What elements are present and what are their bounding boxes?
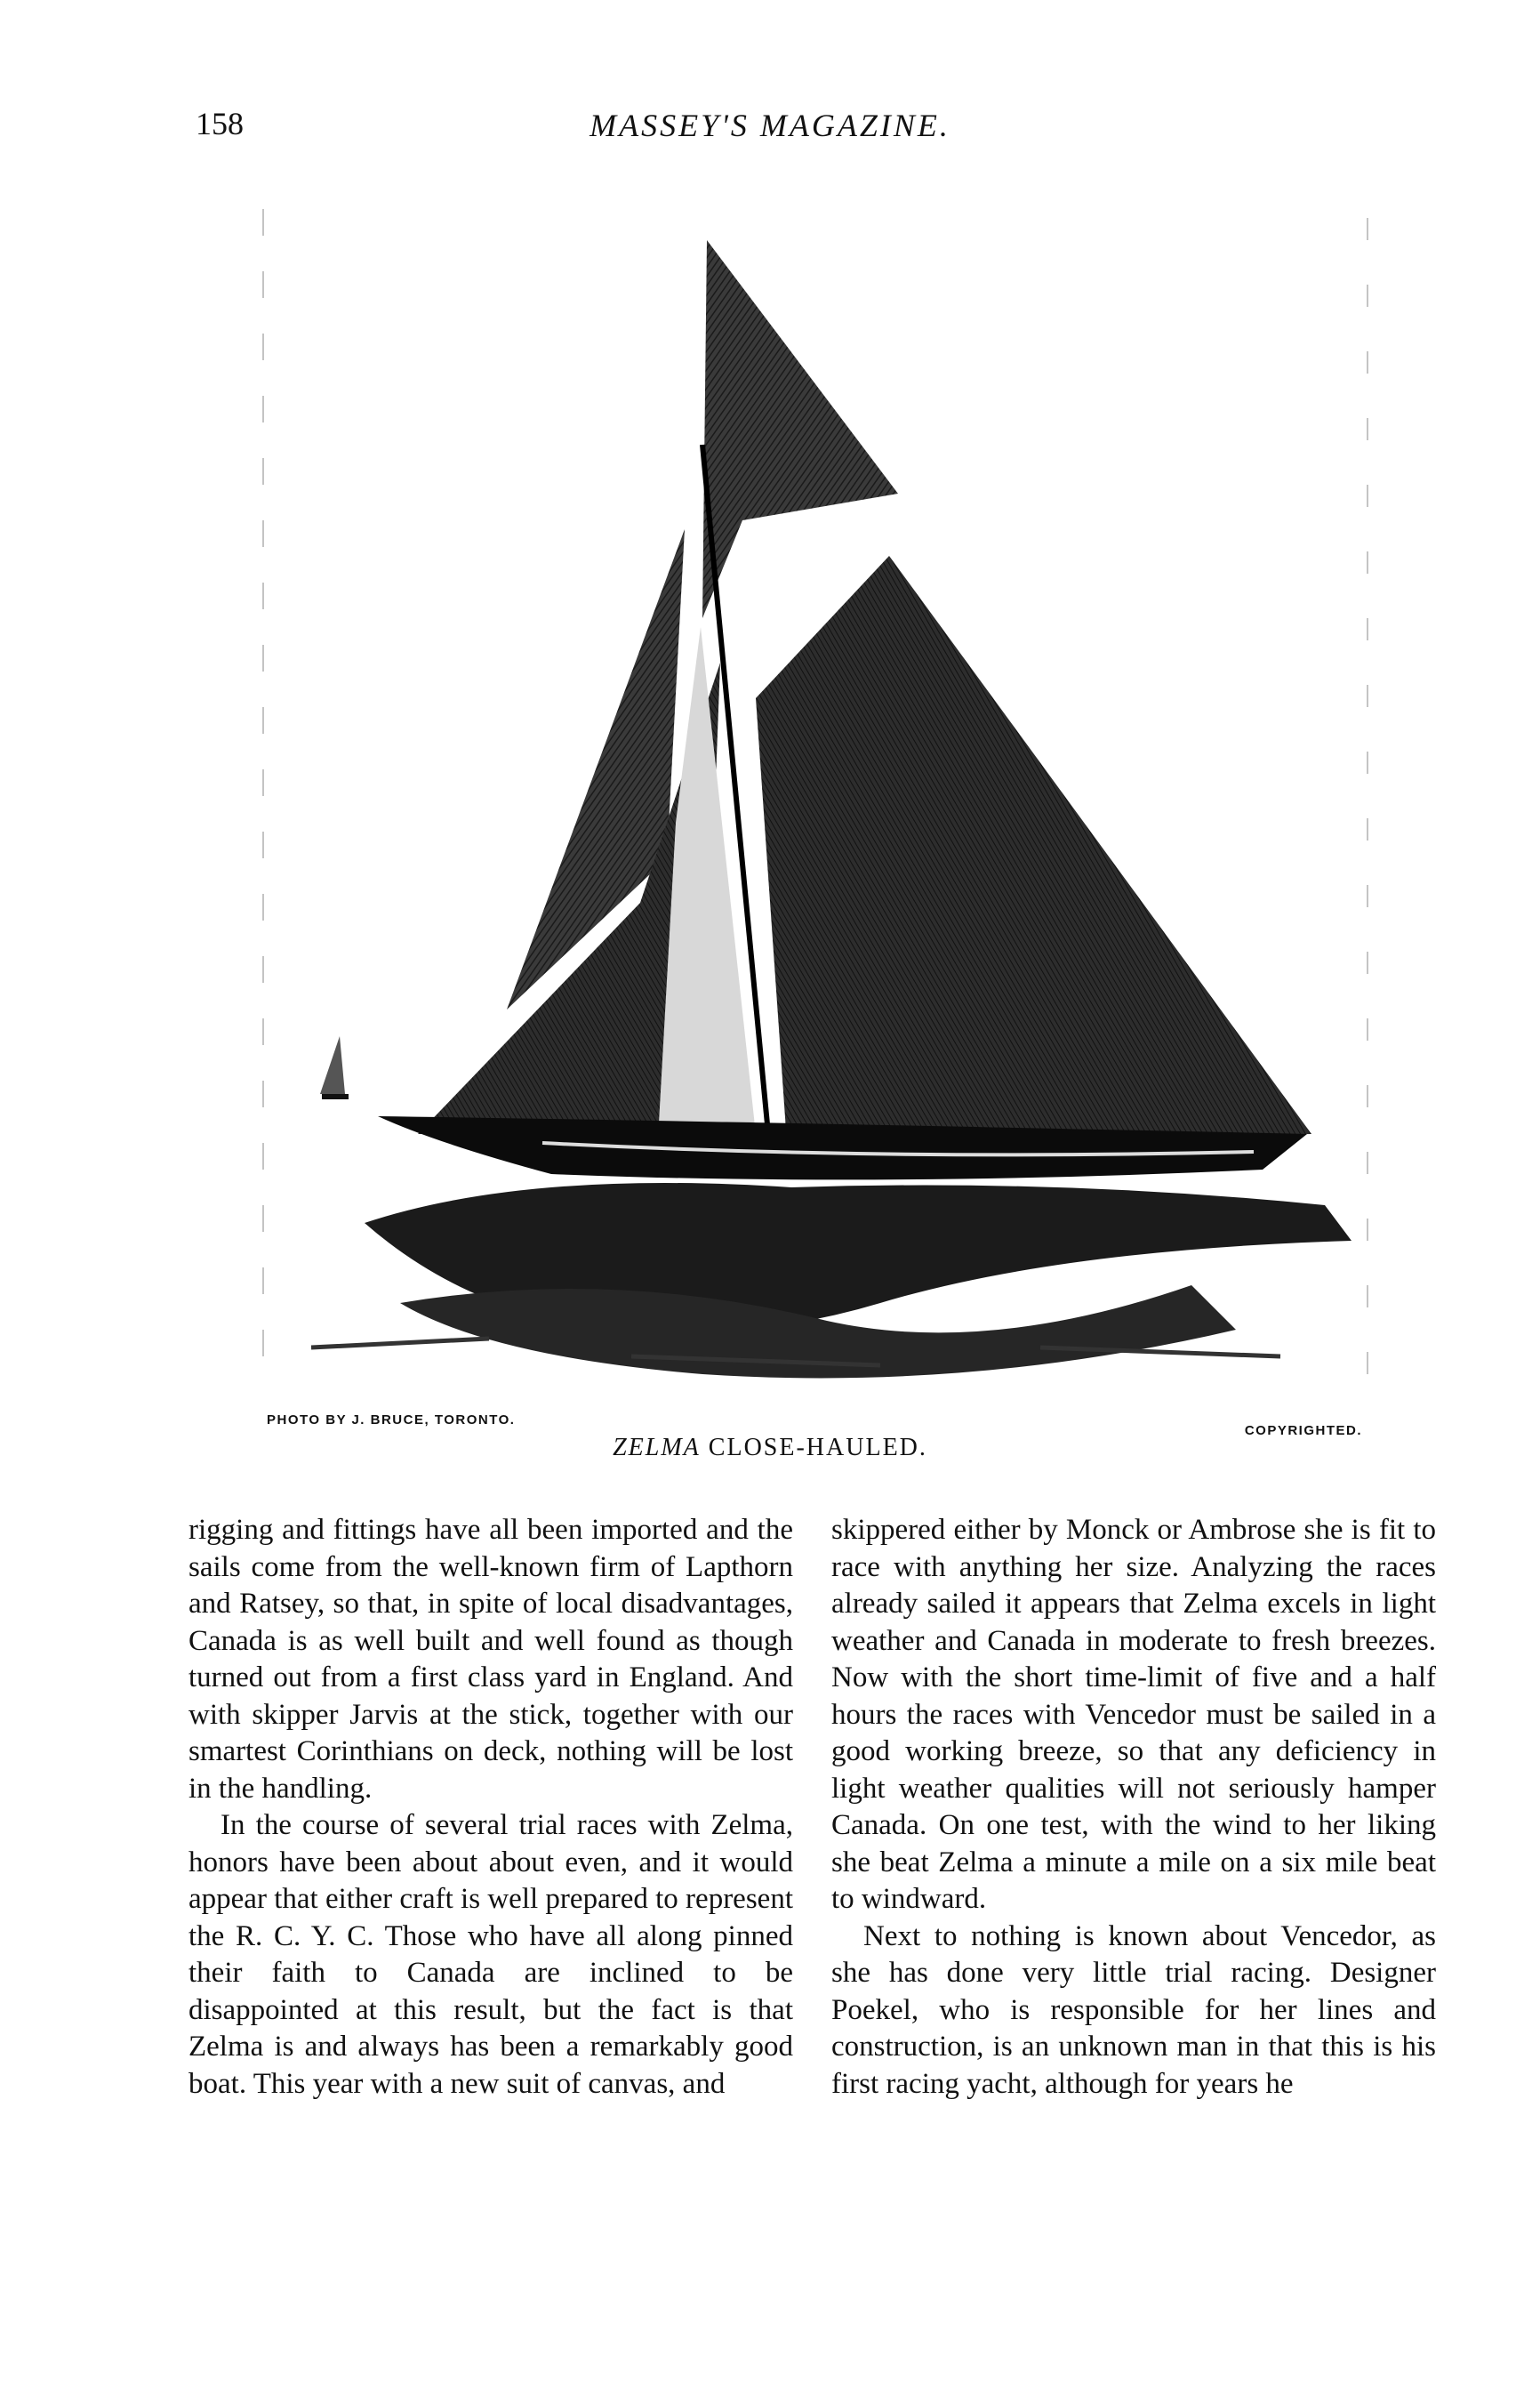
caption-rest: CLOSE-HAULED. — [700, 1434, 927, 1461]
right-column — [831, 1512, 1436, 2103]
left-column — [188, 1512, 793, 2103]
left-paragraph-2: In the course of several trial races with Zelma, honors have been about about even, and it would appear that either craft is well prepared to represent the R. C. Y. C. Those who have all along pinned their faith to Canada are inclined to be disappointed at this result, but the fact is that Zelma is and always has been a remarkably good boat. This year with a new suit of canvas, and — [188, 1809, 793, 2100]
right-paragraph-2: Next to nothing is known about Vencedor, as she has done very little trial racing. Designer Poekel, who is responsible for her lines and construction, is an unknown man in that this is his first racing yacht, although for years he — [831, 1919, 1436, 2100]
photo-credit: PHOTO BY J. BRUCE, TORONTO. — [267, 1412, 516, 1428]
left-paragraph-1: rigging and fittings have all been imported and the sails come from the well-known firm of Lapthorn and Ratsey, so that, in spite of local disadvantages, Canada is as well built and well found as though turned out from a first class yard in England. And with skipper Jarvis at the stick, together with our smartest Corinthians on deck, nothing will be lost in the handling. — [188, 1514, 793, 1805]
copyright-notice: COPYRIGHTED. — [1244, 1423, 1362, 1438]
yacht-photograph — [258, 200, 1374, 1388]
caption-italic: ZELMA — [613, 1434, 701, 1461]
figure-caption — [0, 1434, 1540, 1462]
running-title: MASSEY'S MAGAZINE. — [590, 108, 950, 143]
page-header — [0, 105, 1540, 158]
page-number: 158 — [196, 106, 244, 141]
right-paragraph-1: skippered either by Monck or Ambrose she is fit to race with anything her size. Analyzing the races already sailed it appears that Zelma excels in light weather and Canada in moderate to fresh breezes. Now with the short time-limit of five and a half hours the races with Vencedor must be sailed in a good working breeze, so that any deficiency in light weather qualities will not seriously hamper Canada. On one test, with the wind to her liking she beat Zelma a minute a mile on a six mile beat to windward. — [831, 1514, 1436, 1915]
